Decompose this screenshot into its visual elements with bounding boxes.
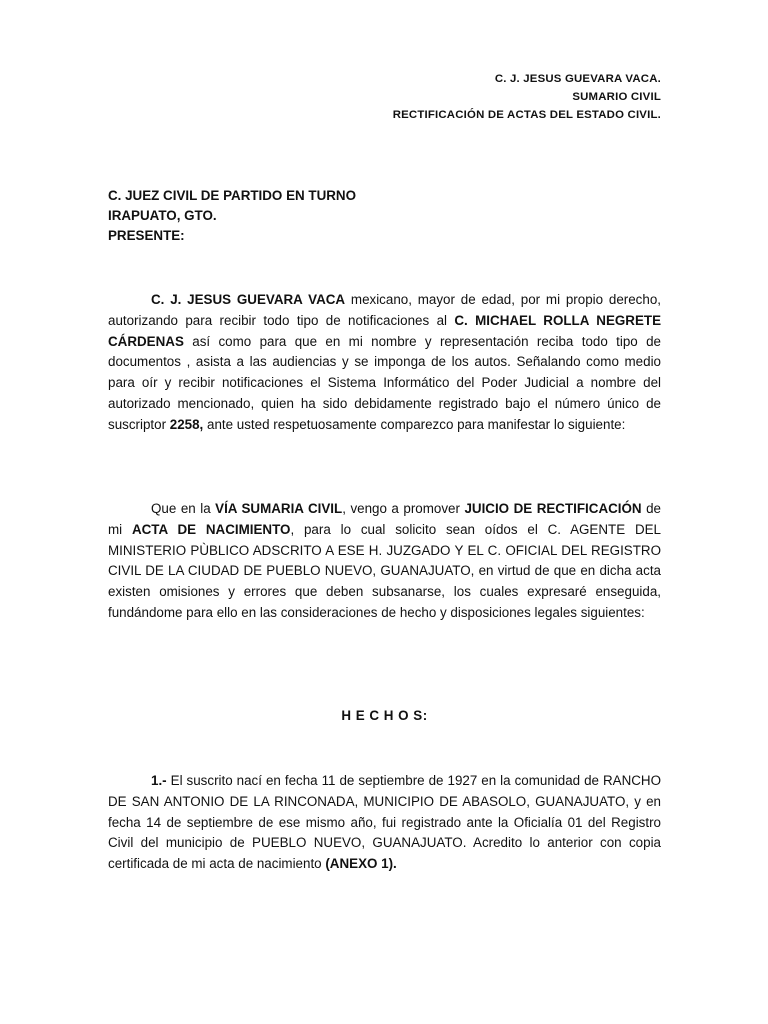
addressee-judge: C. JUEZ CIVIL DE PARTIDO EN TURNO bbox=[108, 188, 356, 203]
via-sumaria: VÍA SUMARIA CIVIL bbox=[215, 501, 343, 516]
petition-paragraph bbox=[108, 499, 661, 624]
intro-text-3: ante usted respetuosamente comparezco para manifestar lo siguiente: bbox=[203, 416, 626, 432]
subscriber-number: 2258, bbox=[169, 416, 204, 432]
addressee-presente: PRESENTE: bbox=[108, 228, 185, 243]
header-subject: RECTIFICACIÓN DE ACTAS DEL ESTADO CIVIL. bbox=[392, 109, 661, 121]
fact-1-paragraph bbox=[108, 771, 661, 875]
juicio-rectificacion: JUICIO DE RECTIFICACIÓN bbox=[464, 501, 642, 516]
fact-1-number: 1.- bbox=[151, 773, 167, 788]
fact-1-text: El suscrito nací en fecha 11 de septiembre de 1927 en la comunidad de RANCHO DE SAN ANTONIO DE LA RINCONADA, MUNICIPIO DE ABASOLO, GUANAJUATO, y en fecha 14 de septiembre de ese mismo año, fui registrado ante la Oficialía 01 del Registro Civil del municipio de PUEBLO NUEVO, GUANAJUATO. Acredito lo anterior con copia certificada de mi acta de nacimiento bbox=[108, 773, 661, 872]
header-name: C. J. JESUS GUEVARA VACA. bbox=[494, 73, 661, 85]
authorized-person: C. MICHAEL ROLLA NEGRETE CÁRDENAS bbox=[108, 312, 662, 349]
intro-text-1: mexicano, mayor de edad, por mi propio derecho, autorizando para recibir todo tipo de notificaciones al bbox=[108, 292, 661, 328]
addressee-city: IRAPUATO, GTO. bbox=[108, 208, 217, 223]
addressee-block bbox=[108, 186, 356, 246]
petition-text-3: de mi bbox=[108, 501, 662, 537]
petition-text-2: , vengo a promover bbox=[342, 501, 465, 516]
header-case-type: SUMARIO CIVIL bbox=[572, 91, 661, 103]
petition-text-4: , para lo cual solicito sean oídos el C. AGENTE DEL MINISTERIO PÙBLICO ADSCRITO A ESE H. JUZGADO Y EL C. OFICIAL DEL REGISTRO CIVIL DE LA CIUDAD DE PUEBLO NUEVO, GUANAJUATO, en virtud de que en dicha acta existen omisiones y errores que deben subsanarse, los cuales expresaré enseguida, fundándome para ello en las consideraciones de hecho y disposiciones legales siguientes: bbox=[108, 521, 661, 620]
intro-paragraph bbox=[108, 290, 661, 436]
petition-text-1: Que en la bbox=[151, 501, 216, 516]
hechos-heading: H E C H O S: bbox=[341, 708, 428, 723]
intro-text-2: así como para que en mi nombre y representación reciba todo tipo de documentos , asista a las audiencias y se imponga de los autos. Señalando como medio para oír y recibir notificaciones el Sistema Informático del Poder Judicial a nombre del autorizado mencionado, quien ha sido debidamente registrado bajo el número único de suscriptor bbox=[108, 333, 661, 432]
acta-nacimiento: ACTA DE NACIMIENTO bbox=[131, 521, 291, 537]
intro-name: C. J. JESUS GUEVARA VACA bbox=[151, 292, 346, 307]
annex-1-reference: (ANEXO 1). bbox=[325, 856, 397, 872]
case-header bbox=[393, 70, 661, 124]
